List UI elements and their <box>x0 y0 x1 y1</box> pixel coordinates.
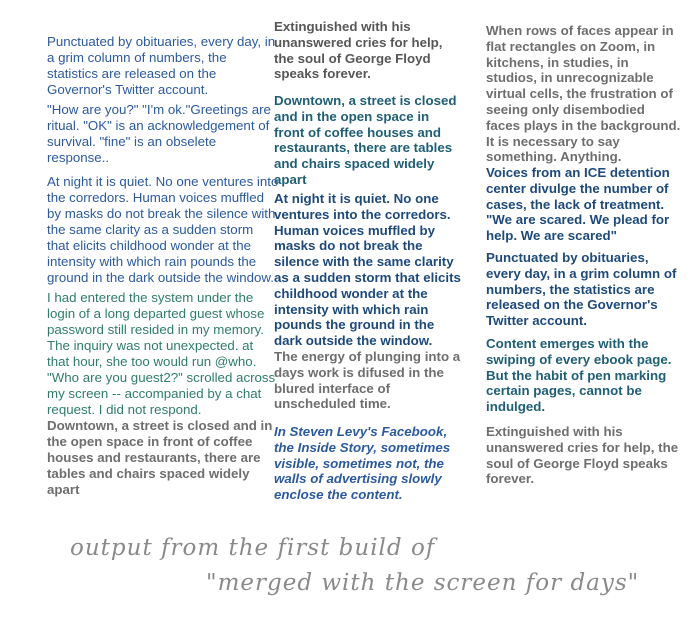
column3-paragraph-4: Content emerges with the swiping of every ebook page. But the habit of pen marking certain pages, cannot be indulged. <box>486 336 672 415</box>
column1-paragraph-2: "How are you?" "I'm ok."Greetings are ritual. "OK" is an acknowledgement of survival. "fine" is an obselete response.. <box>47 102 271 165</box>
column3-paragraph-1: When rows of faces appear in flat rectangles on Zoom, in kitchens, in studies, in studios, in unrecognizable virtual cells, the frustration of seeing only disembodied faces plays in the background. It is necessary to say something. Anything. <box>486 23 681 165</box>
column3-paragraph-3: Punctuated by obituaries, every day, in a grim column of numbers, the statistics are released on the Governor's Twitter account. <box>486 250 677 329</box>
caption-line-2: "merged with the screen for days" <box>206 570 640 596</box>
caption-line-1: output from the first build of <box>70 535 436 561</box>
column1-paragraph-3: At night it is quiet. No one ventures into the corredors. Human voices muffled by masks do not break the silence with the same clarity as a sudden storm that elicits childhood wonder at the intensity with which rain pounds the ground in the dark outside the window. <box>47 174 279 285</box>
column2-paragraph-2: Downtown, a street is closed and in the open space in front of coffee houses and restaurants, there are tables and chairs spaced widely apart <box>274 93 457 187</box>
column2-paragraph-4: The energy of plunging into a days work is difused in the blured interface of unscheduled time. <box>274 349 461 412</box>
column1-paragraph-5: Downtown, a street is closed and in the open space in front of coffee houses and restaurants, there are tables and chairs spaced widely apart <box>47 418 273 497</box>
column3-paragraph-2: Voices from an ICE detention center divulge the number of cases, the lack of treatment. "We are scared. We plead for help. We are scared" <box>486 165 670 244</box>
column3-paragraph-5: Extinguished with his unanswered cries for help, the soul of George Floyd speaks forever. <box>486 424 679 487</box>
column1-paragraph-4: I had entered the system under the login of a long departed guest whose password still resided in my memory. The inquiry was not unexpected. at that hour, she too would run @who. "Who are you guest2?" scrolled across my screen -- accompanied by a chat request. I did not respond. <box>47 290 276 417</box>
column2-paragraph-1: Extinguished with his unanswered cries for help, the soul of George Floyd speaks forever. <box>274 19 443 82</box>
column1-paragraph-1: Punctuated by obituaries, every day, in a grim column of numbers, the statistics are released on the Governor's Twitter account. <box>47 34 276 97</box>
column2-paragraph-5: In Steven Levy's Facebook, the Inside Story, sometimes visible, sometimes not, the walls of advertising slowly enclose the content. <box>274 424 451 503</box>
column2-paragraph-3: At night it is quiet. No one ventures into the corredors. Human voices muffled by masks do not break the silence with the same clarity as a sudden storm that elicits childhood wonder at the intensity with which rain pounds the ground in the dark outside the window. <box>274 191 461 349</box>
